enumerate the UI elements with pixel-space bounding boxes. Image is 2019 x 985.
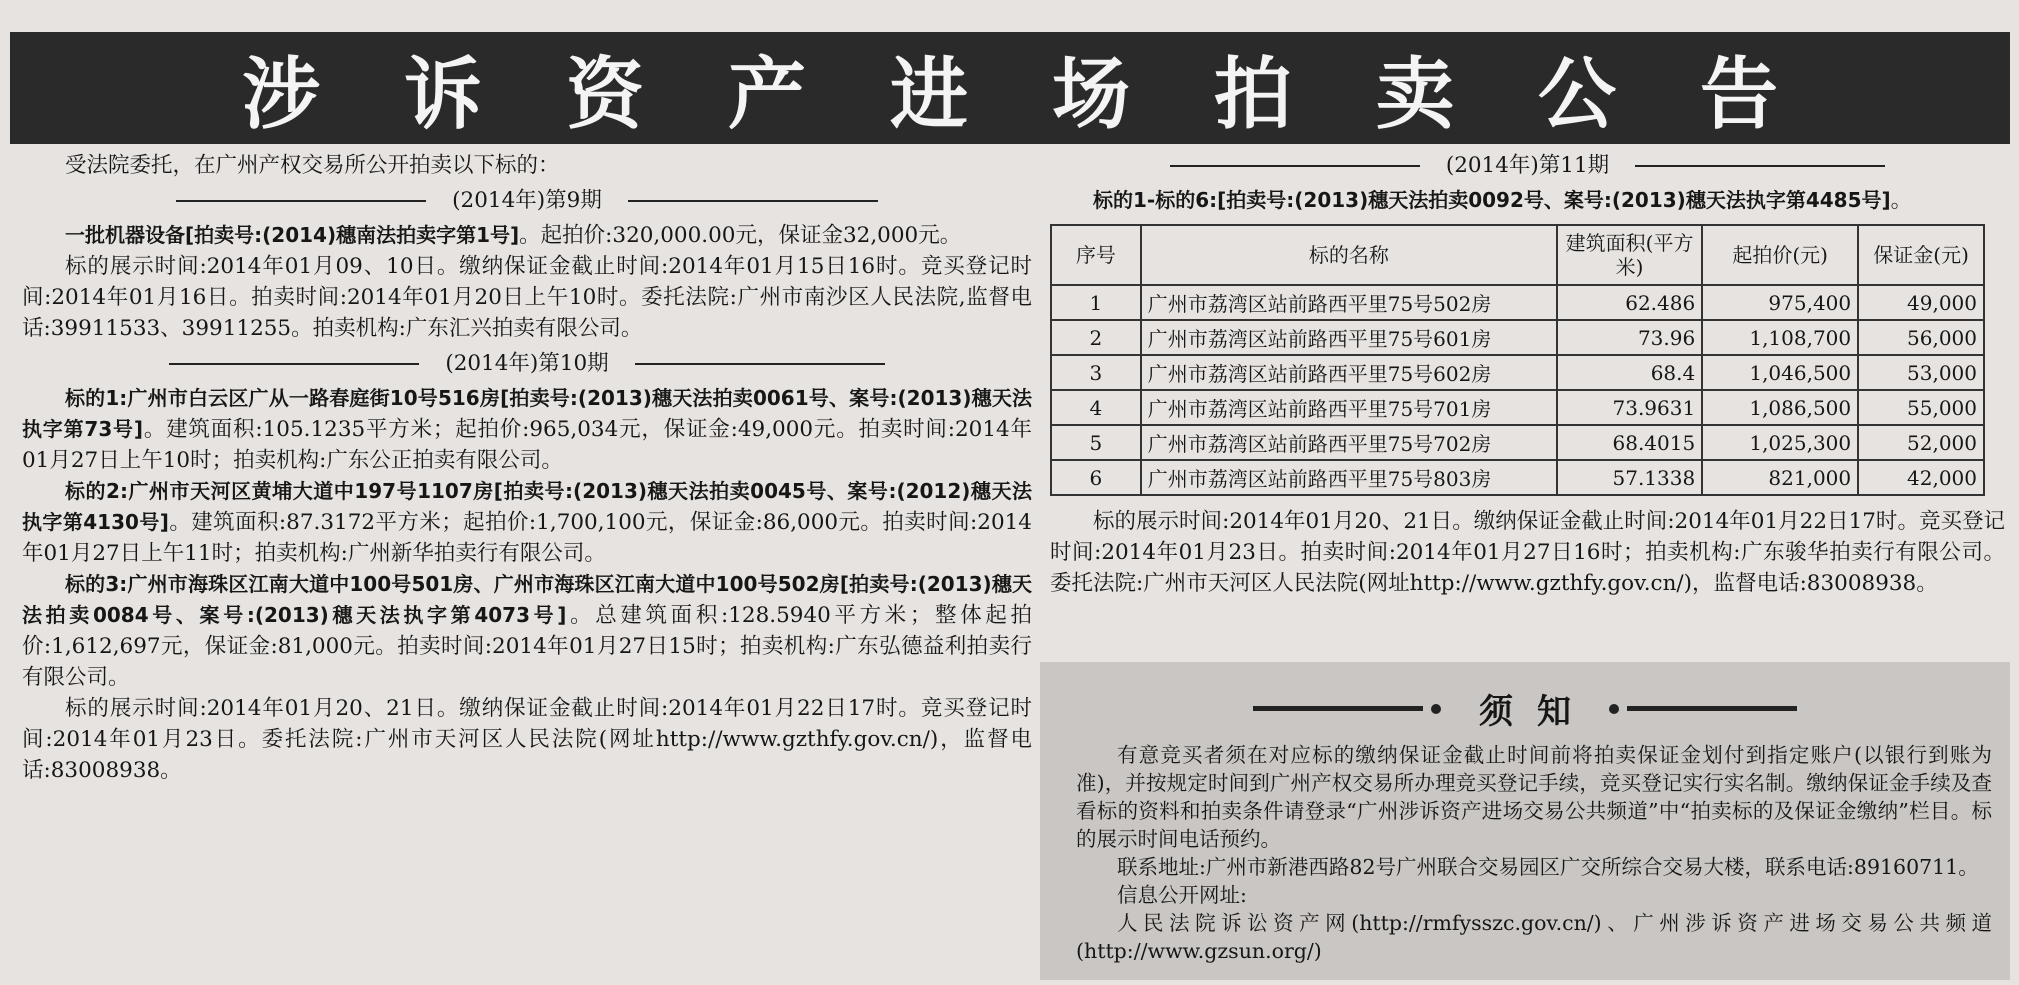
issue-11-details: 标的展示时间:2014年01月20、21日。缴纳保证金截止时间:2014年01月22日17时。竞买登记时间:2014年01月23日。拍卖时间:2014年01月27日16时；拍卖机构:广东骏华拍卖行有限公司。委托法院:广州市天河区人民法院(网址http://www.gzthfy.gov.cn/)，监督电话:83008938。 bbox=[1050, 509, 2005, 596]
heading-rule bbox=[635, 363, 885, 365]
heading-dot bbox=[1609, 704, 1619, 714]
cell-name: 广州市荔湾区站前路西平里75号701房 bbox=[1141, 390, 1557, 425]
cell-start-price: 821,000 bbox=[1702, 460, 1858, 495]
issue-10-lot-3 bbox=[22, 569, 1032, 693]
cell-start-price: 1,086,500 bbox=[1702, 390, 1858, 425]
notice-web-urls: 人民法院诉讼资产网(http://rmfysszc.gov.cn/)、广州涉诉资产进场交易公共频道(http://www.gzsun.org/) bbox=[1076, 911, 1992, 963]
heading-rule bbox=[628, 200, 878, 202]
notice-body bbox=[1040, 733, 2010, 965]
cell-area: 73.9631 bbox=[1557, 390, 1702, 425]
table-row bbox=[1051, 390, 1984, 425]
heading-rule bbox=[1635, 165, 1885, 167]
col-header-start-price: 起拍价(元) bbox=[1702, 225, 1858, 285]
issue-11-lot bbox=[1050, 185, 2005, 216]
cell-no: 6 bbox=[1051, 460, 1141, 495]
lot-table bbox=[1050, 224, 1985, 496]
cell-name: 广州市荔湾区站前路西平里75号702房 bbox=[1141, 425, 1557, 460]
lot-title: 标的3:广州市海珠区江南大道中100号501房、广州市海珠区江南大道中100号502房[拍卖号:(2013)穗天法拍卖0084号、案号:(2013)穗天法执字第4073号] bbox=[22, 572, 1032, 627]
issue-10-title: (2014年)第10期 bbox=[445, 351, 609, 376]
right-column bbox=[1050, 150, 2005, 599]
heading-rule bbox=[169, 363, 419, 365]
cell-no: 2 bbox=[1051, 320, 1141, 355]
cell-deposit: 53,000 bbox=[1858, 355, 1984, 390]
table-row bbox=[1051, 460, 1984, 495]
cell-name: 广州市荔湾区站前路西平里75号602房 bbox=[1141, 355, 1557, 390]
cell-area: 62.486 bbox=[1557, 285, 1702, 320]
lot-terms: 。建筑面积:87.3172平方米；起拍价:1,700,100元，保证金:86,000元。拍卖时间:2014年01月27日上午11时；拍卖机构:广州新华拍卖行有限公司。 bbox=[22, 510, 1032, 566]
heading-dash bbox=[1253, 706, 1423, 711]
issue-9-title: (2014年)第9期 bbox=[452, 188, 602, 213]
cell-start-price: 1,046,500 bbox=[1702, 355, 1858, 390]
cell-start-price: 975,400 bbox=[1702, 285, 1858, 320]
cell-no: 5 bbox=[1051, 425, 1141, 460]
issue-9-heading bbox=[22, 185, 1032, 216]
cell-area: 68.4 bbox=[1557, 355, 1702, 390]
lot-title: 一批机器设备[拍卖号:(2014)穗南法拍卖字第1号] bbox=[65, 223, 520, 247]
notice-title: 须知 bbox=[1479, 692, 1595, 732]
notice-contact: 联系地址:广州市新港西路82号广州联合交易园区广交所综合交易大楼，联系电话:89160711。 bbox=[1117, 855, 1979, 879]
table-header-row bbox=[1051, 225, 1984, 285]
cell-name: 广州市荔湾区站前路西平里75号502房 bbox=[1141, 285, 1557, 320]
lot-title: 标的1-标的6:[拍卖号:(2013)穗天法拍卖0092号、案号:(2013)穗天法执字第4485号] bbox=[1093, 188, 1891, 212]
cell-deposit: 55,000 bbox=[1858, 390, 1984, 425]
lot-terms: 。建筑面积:105.1235平方米；起拍价:965,034元，保证金:49,000元。拍卖时间:2014年01月27日上午10时；拍卖机构:广东公正拍卖有限公司。 bbox=[22, 417, 1032, 473]
cell-deposit: 52,000 bbox=[1858, 425, 1984, 460]
lot-terms: 。 bbox=[1890, 188, 1913, 213]
issue-10-heading bbox=[22, 348, 1032, 379]
issue-11-heading bbox=[1050, 150, 2005, 181]
col-header-no: 序号 bbox=[1051, 225, 1141, 285]
cell-no: 1 bbox=[1051, 285, 1141, 320]
heading-dash bbox=[1627, 706, 1797, 711]
cell-deposit: 49,000 bbox=[1858, 285, 1984, 320]
intro-text: 受法院委托，在广州产权交易所公开拍卖以下标的： bbox=[65, 153, 560, 178]
issue-9-lot bbox=[22, 220, 1032, 251]
issue-10-lot-2 bbox=[22, 476, 1032, 569]
left-column bbox=[22, 150, 1032, 786]
page-title: 涉诉资产进场拍卖公告 bbox=[241, 50, 1862, 140]
cell-start-price: 1,108,700 bbox=[1702, 320, 1858, 355]
cell-no: 3 bbox=[1051, 355, 1141, 390]
cell-deposit: 56,000 bbox=[1858, 320, 1984, 355]
issue-10-details: 标的展示时间:2014年01月20、21日。缴纳保证金截止时间:2014年01月22日17时。竞买登记时间:2014年01月23日。委托法院:广州市天河区人民法院(网址http://www.gzthfy.gov.cn/)，监督电话:83008938。 bbox=[22, 696, 1032, 783]
cell-area: 68.4015 bbox=[1557, 425, 1702, 460]
lot-terms: 。总建筑面积:128.5940平方米；整体起拍价:1,612,697元，保证金:81,000元。拍卖时间:2014年01月27日15时；拍卖机构:广东弘德益利拍卖行有限公司。 bbox=[22, 603, 1032, 690]
cell-deposit: 42,000 bbox=[1858, 460, 1984, 495]
cell-name: 广州市荔湾区站前路西平里75号803房 bbox=[1141, 460, 1557, 495]
lot-terms: 。起拍价:320,000.00元，保证金32,000元。 bbox=[519, 223, 962, 248]
cell-start-price: 1,025,300 bbox=[1702, 425, 1858, 460]
col-header-name: 标的名称 bbox=[1141, 225, 1557, 285]
table-row bbox=[1051, 425, 1984, 460]
lot-title: 标的2:广州市天河区黄埔大道中197号1107房[拍卖号:(2013)穗天法拍卖0045号、案号:(2012)穗天法执字第4130号] bbox=[22, 479, 1032, 534]
issue-11-title: (2014年)第11期 bbox=[1445, 153, 1610, 178]
title-banner bbox=[10, 32, 2010, 144]
notice-text: 有意竞买者须在对应标的缴纳保证金截止时间前将拍卖保证金划付到指定账户(以银行到账为准)，并按规定时间到广州产权交易所办理竞买登记手续，竞买登记实行实名制。缴纳保证金手续及查看标的资料和拍卖条件请登录“广州涉诉资产进场交易公共频道”中“拍卖标的及保证金缴纳”栏目。标的展示时间电话预约。 bbox=[1076, 743, 1992, 851]
notice-box bbox=[1040, 662, 2010, 980]
notice-web-label: 信息公开网址: bbox=[1117, 883, 1247, 907]
table-row bbox=[1051, 320, 1984, 355]
col-header-area: 建筑面积(平方米) bbox=[1557, 225, 1702, 285]
issue-10-lot-1 bbox=[22, 383, 1032, 476]
table-row bbox=[1051, 355, 1984, 390]
notice-heading bbox=[1040, 684, 2010, 733]
cell-no: 4 bbox=[1051, 390, 1141, 425]
cell-area: 57.1338 bbox=[1557, 460, 1702, 495]
col-header-deposit: 保证金(元) bbox=[1858, 225, 1984, 285]
heading-dot bbox=[1431, 704, 1441, 714]
heading-rule bbox=[176, 200, 426, 202]
cell-name: 广州市荔湾区站前路西平里75号601房 bbox=[1141, 320, 1557, 355]
heading-rule bbox=[1170, 165, 1420, 167]
lot-title: 标的1:广州市白云区广从一路春庭街10号516房[拍卖号:(2013)穗天法拍卖0061号、案号:(2013)穗天法执字第73号] bbox=[22, 386, 1032, 441]
cell-area: 73.96 bbox=[1557, 320, 1702, 355]
issue-9-details: 标的展示时间:2014年01月09、10日。缴纳保证金截止时间:2014年01月15日16时。竞买登记时间:2014年01月16日。拍卖时间:2014年01月20日上午10时。委托法院:广州市南沙区人民法院,监督电话:39911533、39911255。拍卖机构:广东汇兴拍卖有限公司。 bbox=[22, 254, 1032, 341]
table-row bbox=[1051, 285, 1984, 320]
